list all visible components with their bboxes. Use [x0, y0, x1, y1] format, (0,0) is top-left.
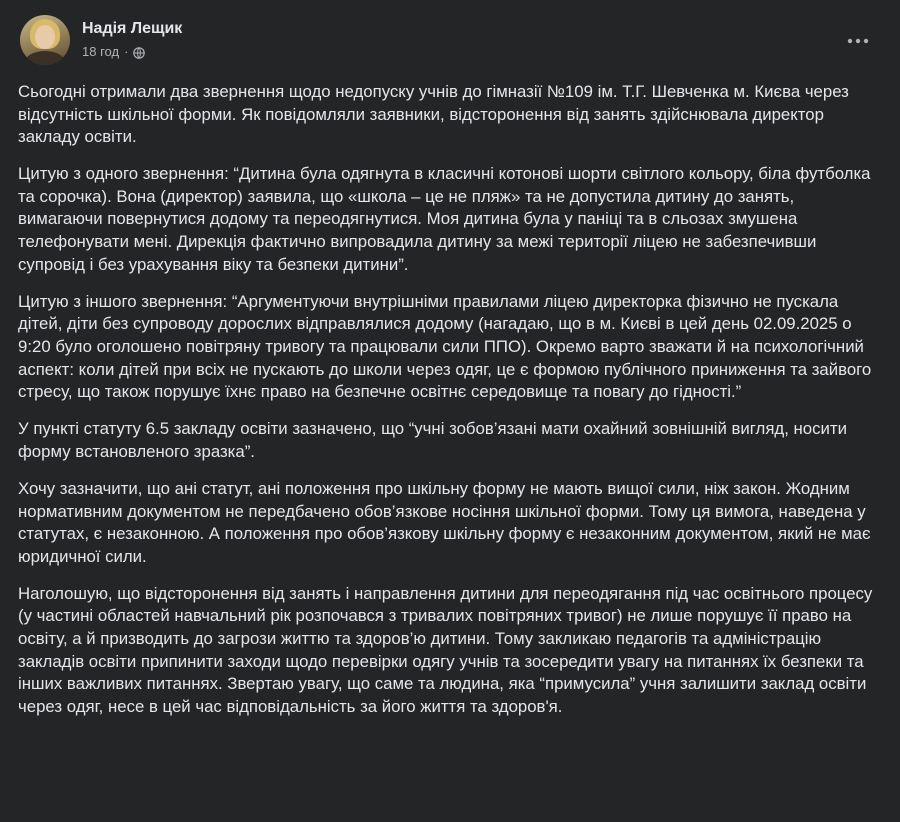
author-name[interactable]: Надія Лещик	[82, 20, 183, 37]
post-subline	[82, 43, 182, 61]
post-header	[18, 14, 882, 66]
post-paragraph: У пункті статуту 6.5 закладу освіти зазначено, що “учні зобов’язані мати охайний зовнішній вигляд, носити форму встановленого зразка”.	[18, 419, 847, 461]
more-options-button[interactable]	[840, 26, 876, 54]
post-text	[18, 81, 882, 718]
avatar-body	[25, 51, 65, 65]
post-paragraph: Цитую з одного звернення: “Дитина була одягнута в класичні котонові шорти світлого кольору, біла футболка та сорочка). Вона (директор) заявила, що «школа – це не пляж» та не допустила дитину до занять, вимагаючи повернутися додому та переодягнутися. Моя дитина була у паніці та в сльозах змушена телефонувати мені. Дирекція фактично випровадила дитину за межі території ліцею не забезпечивши супровід і без урахування віку та безпеки дитини”.	[18, 164, 871, 274]
author-avatar[interactable]	[20, 15, 70, 65]
globe-icon[interactable]	[133, 46, 145, 58]
post-paragraph: Сьогодні отримали два звернення щодо недопуску учнів до гімназії №109 ім. Т.Г. Шевченка м. Києва через відсутність шкільної форми. Як повідомляли заявники, відсторонення від занять здійснювала директор закладу освіти.	[18, 82, 849, 147]
separator-dot: ·	[124, 44, 129, 59]
post-timestamp[interactable]: 18 год	[82, 44, 120, 59]
more-horizontal-icon	[847, 31, 869, 49]
avatar-face	[35, 25, 55, 49]
post-meta	[82, 19, 182, 61]
post-paragraph: Хочу зазначити, що ані статут, ані положення про шкільну форму не мають вищої сили, ніж закон. Жодним нормативним документом не передбачено обов’язкове носіння шкільної форми. Тому ця вимога, наведена у статутах, є незаконною. А положення про обов’язкову шкільну форму є незаконним документом, який не має юридичної сили.	[18, 478, 871, 566]
post-paragraph: Наголошую, що відсторонення від занять і направлення дитини для переодягання під час освітнього процесу (у частині областей навчальний рік розпочався з тривалих повітряних тривог) не лише порушує її право на освіту, а й призводить до загрози життю та здоров’ю дитини. Тому закликаю педагогів та адміністрацію закладів освіти припинити заходи щодо перевірки одягу учнів та зосередити увагу на питаннях їх безпеки та інших важливих питаннях. Звертаю увагу, що саме та людина, яка “примусила” учня залишити заклад освіти через одяг, несе в цей час відповідальність за його життя та здоров'я.	[18, 583, 873, 716]
post-paragraph: Цитую з іншого звернення: “Аргументуючи внутрішніми правилами ліцею директорка фізично не пускала дітей, діти без супроводу дорослих відправлялися додому (нагадаю, що в м. Києві в цей день 02.09.2025 о 9:20 було оголошено повітряну тривогу та працювали сили ППО). Окремо варто зважати й на психологічний аспект: коли дітей при всіх не пускають до школи через одяг, це є формою публічного приниження та зайвого стресу, що також порушує їхнє право на безпечне освітнє середовище та повагу до гідності.”	[18, 291, 872, 402]
